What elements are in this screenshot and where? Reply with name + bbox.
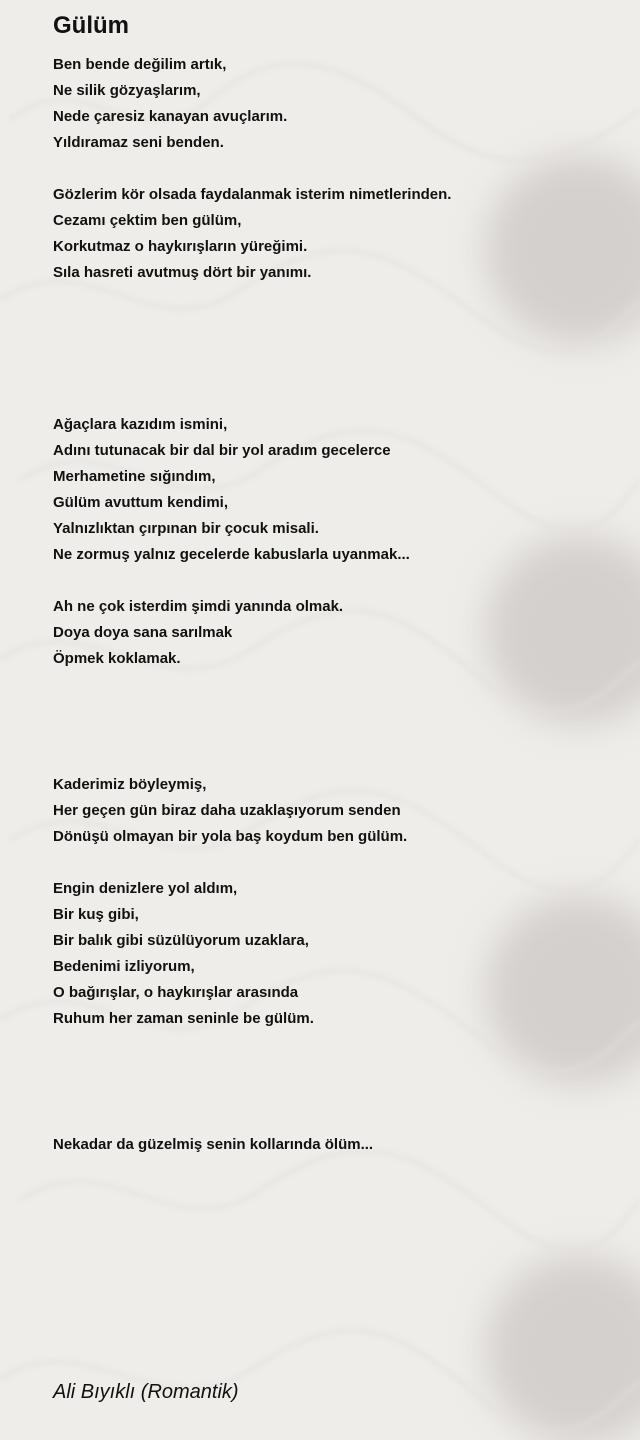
poem-line: Ne silik gözyaşlarım,: [53, 82, 201, 99]
poem-line: Merhametine sığındım,: [53, 468, 216, 485]
poem-line: Nekadar da güzelmiş senin kollarında ölüm...: [53, 1136, 374, 1153]
poem-line: Engin denizlere yol aldım,: [53, 880, 238, 897]
poem-title: Gülüm: [53, 12, 129, 39]
poem-line: Ah ne çok isterdim şimdi yanında olmak.: [53, 598, 344, 615]
poem-line: Ne zormuş yalnız gecelerde kabuslarla uyanmak...: [53, 546, 410, 563]
poem-line: Bedenimi izliyorum,: [53, 958, 195, 975]
poem-line: Her geçen gün biraz daha uzaklaşıyorum senden: [53, 802, 401, 819]
poem-line: Ruhum her zaman seninle be gülüm.: [53, 1010, 314, 1027]
poem-line: O bağırışlar, o haykırışlar arasında: [53, 984, 299, 1001]
poem-line: Adını tutunacak bir dal bir yol aradım gecelerce: [53, 442, 391, 459]
poem-line: Bir balık gibi süzülüyorum uzaklara,: [53, 932, 309, 949]
poem-line: Nede çaresiz kanayan avuçlarım.: [53, 108, 288, 125]
poem-line: Korkutmaz o haykırışların yüreğimi.: [53, 238, 308, 255]
poem-line: Gülüm avuttum kendimi,: [53, 494, 229, 511]
poem-line: Ben bende değilim artık,: [53, 56, 227, 73]
poem-author: Ali Bıyıklı (Romantik): [53, 1381, 239, 1403]
poem-line: Kaderimiz böyleymiş,: [53, 776, 207, 793]
poem-line: Yıldıramaz seni benden.: [53, 134, 224, 151]
poem-line: Dönüşü olmayan bir yola baş koydum ben gülüm.: [53, 828, 408, 845]
poem-line: Bir kuş gibi,: [53, 906, 139, 923]
poem-line: Ağaçlara kazıdım ismini,: [53, 416, 228, 433]
poem-line: Sıla hasreti avutmuş dört bir yanımı.: [53, 264, 312, 281]
poem-line: Doya doya sana sarılmak: [53, 624, 233, 641]
poem-line: Öpmek koklamak.: [53, 650, 181, 667]
poem-line: Cezamı çektim ben gülüm,: [53, 212, 242, 229]
poem-line: Gözlerim kör olsada faydalanmak isterim nimetlerinden.: [53, 186, 452, 203]
poem-line: Yalnızlıktan çırpınan bir çocuk misali.: [53, 520, 319, 537]
